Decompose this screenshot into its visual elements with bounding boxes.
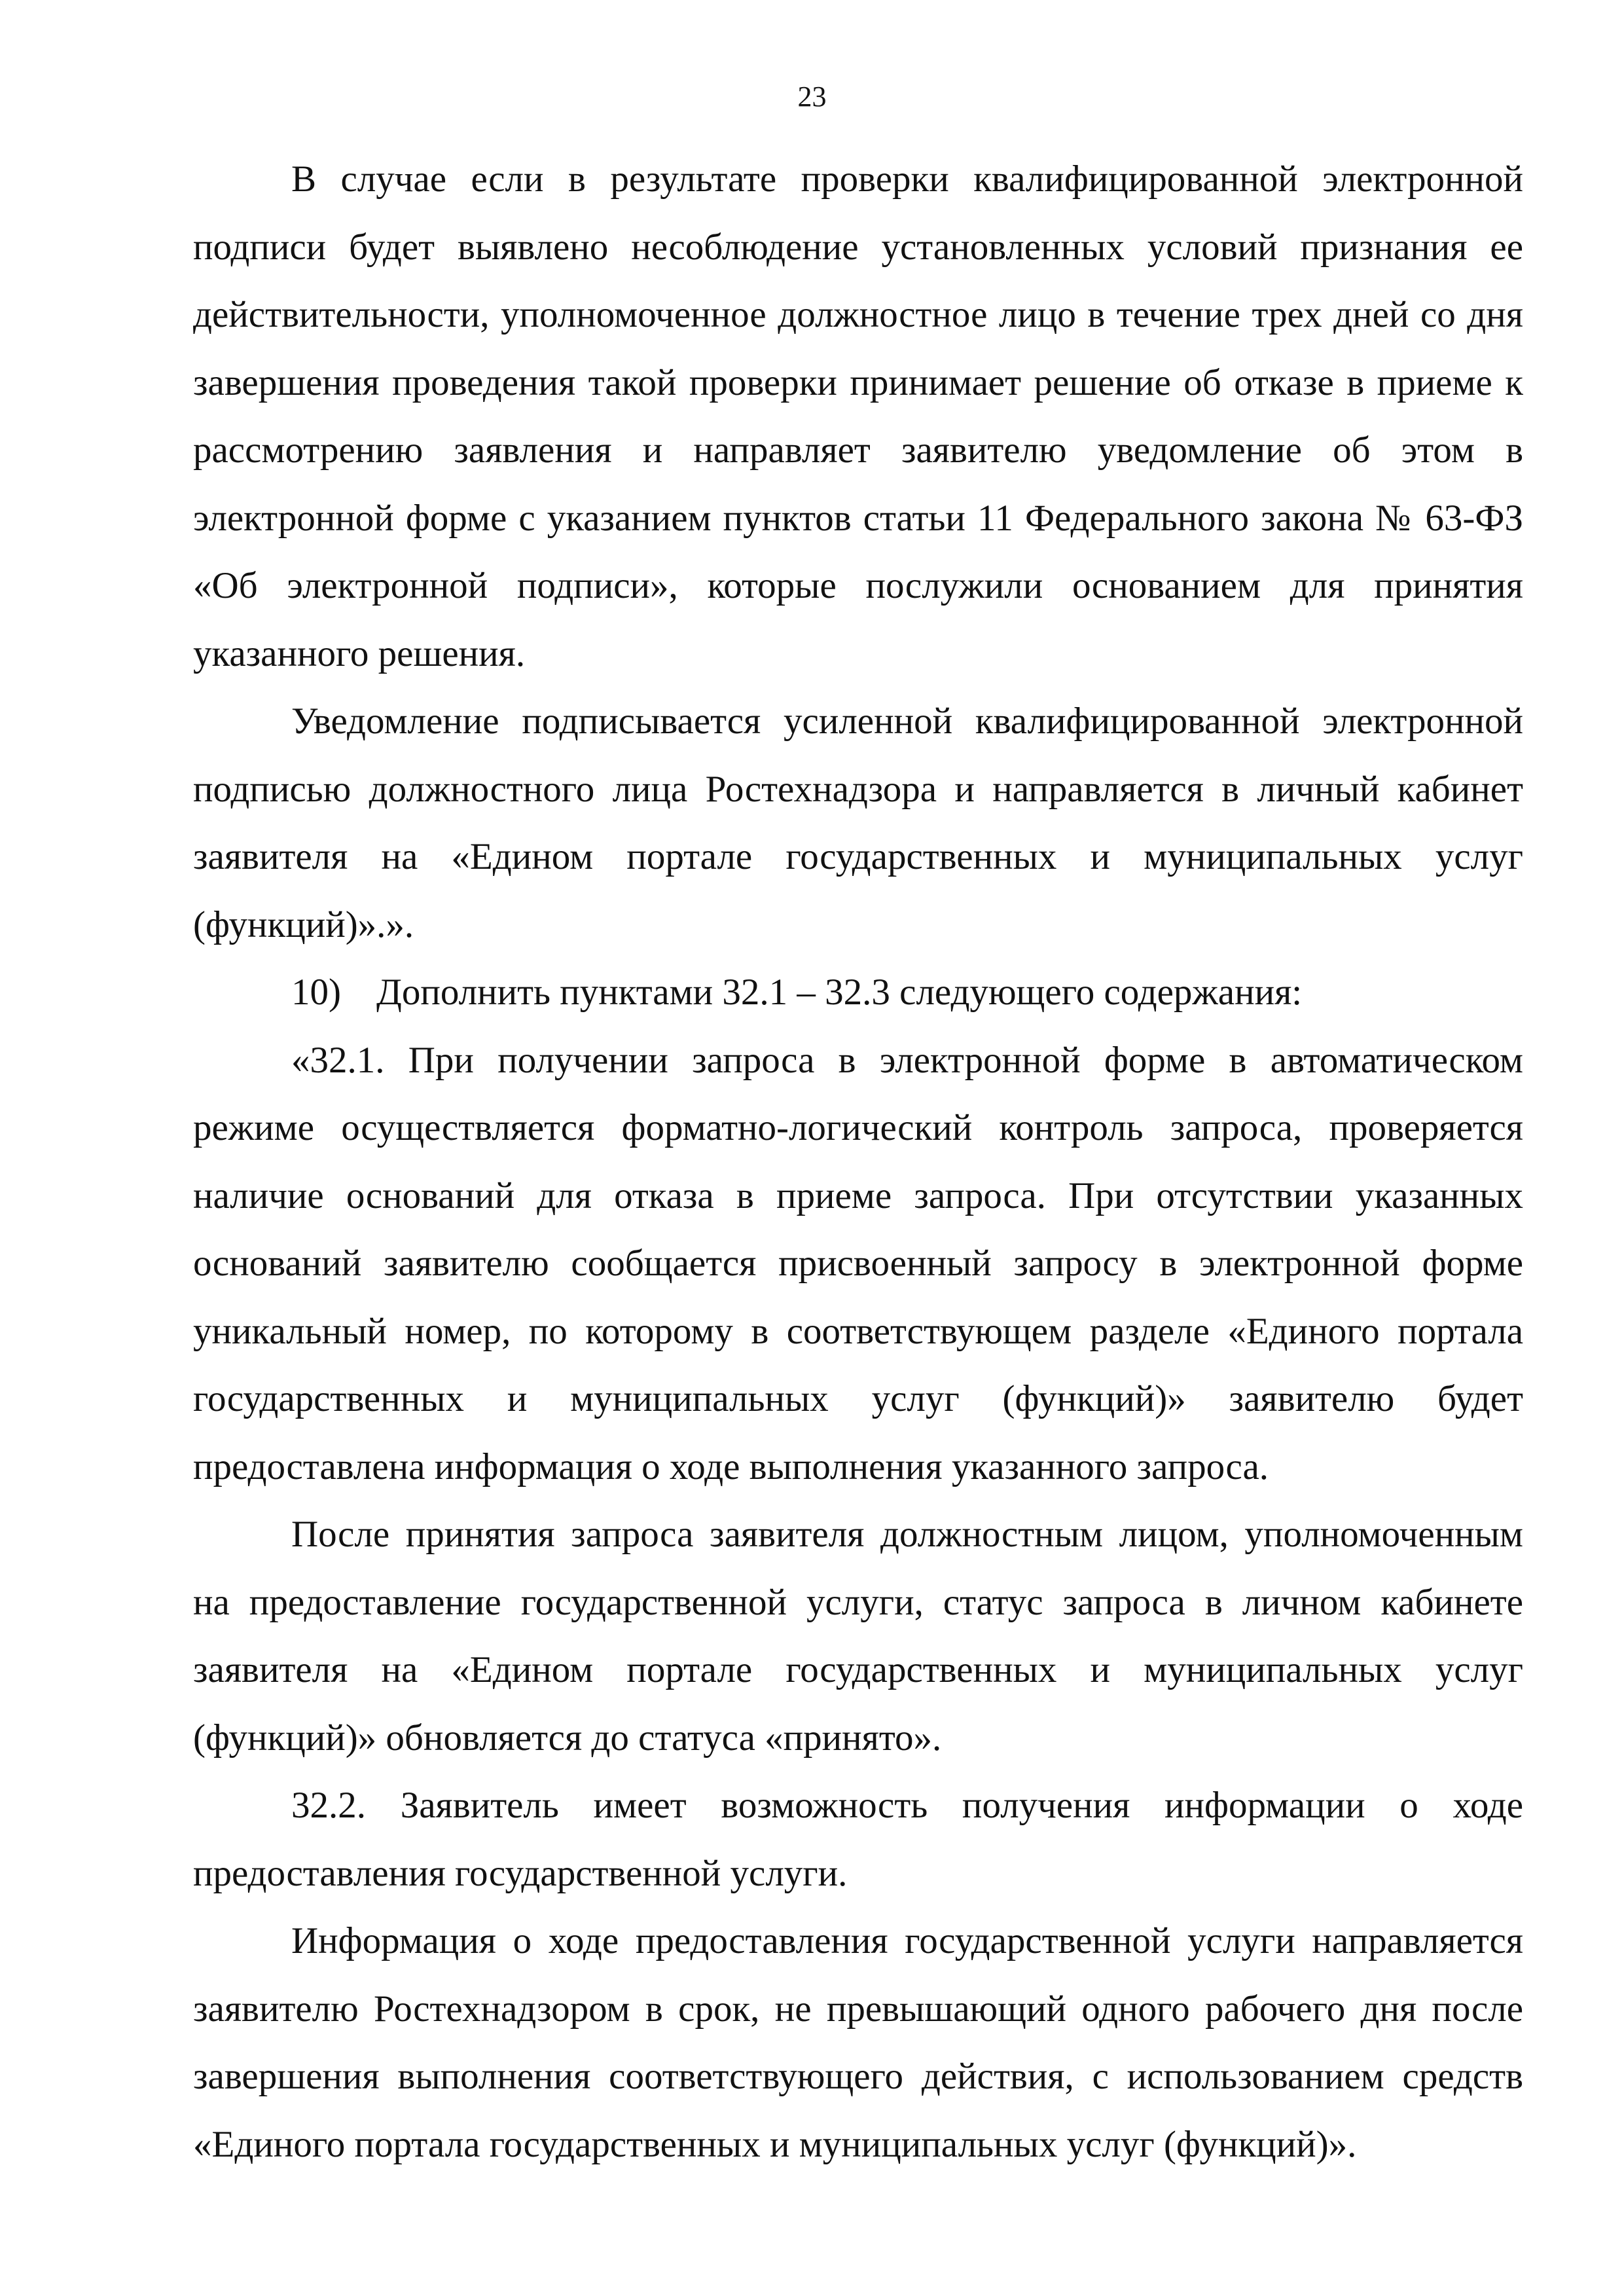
paragraph-signature-check: В случае если в результате проверки квалифицированной электронной подписи будет выявлено несоблюдение установленных условий признания ее действительности, уполномоченное должностное лицо в течение трех дней со дня завершения проведения такой проверки принимает решение об отказе в приеме к рассмотрению заявления и направляет заявителю уведомление об этом в электронной форме с указанием пунктов статьи 11 Федерального закона № 63-ФЗ «Об электронной подписи», которые послужили основанием для принятия указанного решения. <box>193 158 1523 674</box>
paragraph-request-status: После принятия запроса заявителя должностным лицом, уполномоченным на предоставление государственной услуги, статус запроса в личном кабинете заявителя на «Едином портале государственных и муниципальных услуг (функций)» обновляется до статуса «принято». <box>193 1514 1523 1758</box>
paragraph-notification-signed: Уведомление подписывается усиленной квалифицированной электронной подписью должностного лица Ростехнадзора и направляется в личный кабинет заявителя на «Едином портале государственных и муниципальных услуг (функций)».». <box>193 701 1523 945</box>
paragraph-progress-info: Информация о ходе предоставления государственной услуги направляется заявителю Ростехнадзором в срок, не превышающий одного рабочего дня после завершения выполнения соответствующего действия, с использованием средств «Единого портала государственных и муниципальных услуг (функций)». <box>193 1920 1523 2165</box>
paragraph-32-1: «32.1. При получении запроса в электронной форме в автоматическом режиме осуществляется форматно-логический контроль запроса, проверяется наличие оснований для отказа в приеме запроса. При отсутствии указанных оснований заявителю сообщается присвоенный запросу в электронной форме уникальный номер, по которому в соответствующем разделе «Единого портала государственных и муниципальных услуг (функций)» заявителю будет предоставлена информация о ходе выполнения указанного запроса. <box>193 1039 1523 1487</box>
paragraph-amendment-10 <box>193 958 1523 1027</box>
list-number: 10) <box>291 972 341 1013</box>
paragraph-32-2: 32.2. Заявитель имеет возможность получения информации о ходе предоставления государственной услуги. <box>193 1785 1523 1894</box>
amendment-text: Дополнить пунктами 32.1 – 32.3 следующего содержания: <box>376 972 1303 1013</box>
document-body <box>193 145 1523 2178</box>
page-number: 23 <box>797 81 827 113</box>
